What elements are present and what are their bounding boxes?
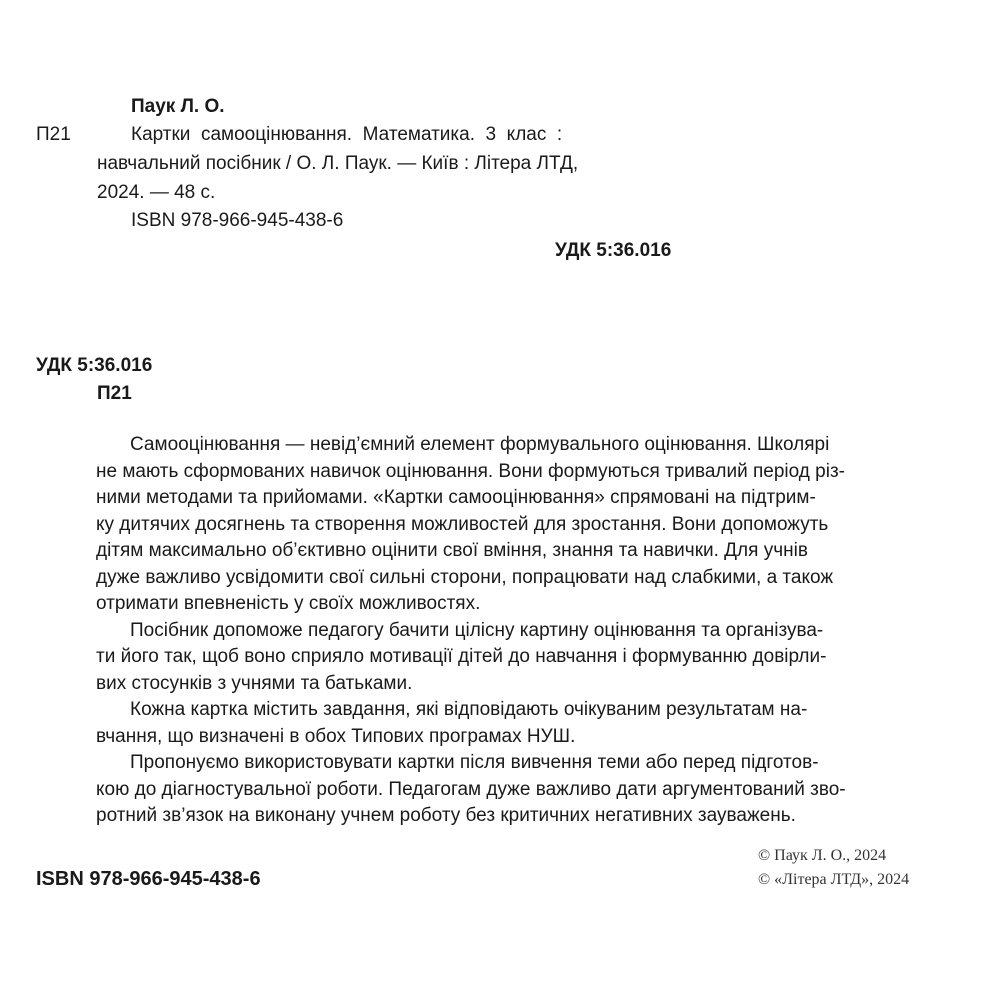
bib-description-line: навчальний посібник / О. Л. Паук. — Київ : Літера ЛТД, [97,153,579,174]
abstract-line: ти його так, щоб воно сприяло мотивації дітей до навчання і формуванню довірли- [96,646,827,667]
abstract-line: дітям максимально об’єктивно оцінити свої вміння, знання та навички. Для учнів [96,540,808,561]
bib-description-line: Картки самооцінювання. Математика. 3 клас : [131,124,563,145]
abstract-line: кою до діагностувальної роботи. Педагогам дуже важливо дати аргументований зво- [96,778,846,800]
abstract-line: вих стосунків з учнями та батьками. [96,672,413,694]
abstract-line: ними методами та прийомами. «Картки самооцінювання» спрямовані на підтрим- [96,487,816,508]
abstract-line: не мають сформованих навичок оцінювання. Вони формуються тривалий період різ- [96,460,845,482]
abstract-line: отримати впевненість у своїх можливостях. [96,593,481,614]
abstract-line: вчання, що визначені в обох Типових програмах НУШ. [96,725,576,747]
bib-udk: УДК 5:36.016 [555,240,672,261]
abstract-line: Самооцінювання — невід’ємний елемент формувального оцінювання. Школярі [130,434,830,455]
abstract-text [96,432,976,830]
udk-code: УДК 5:36.016 [36,355,153,376]
isbn: ISBN 978-966-945-438-6 [36,868,261,890]
abstract-line: дуже важливо усвідомити свої сильні сторони, попрацювати над слабкими, а також [96,566,834,588]
abstract-line: ку дитячих досягнень та створення можливостей для зростання. Вони допоможуть [96,513,829,535]
abstract-line: Посібник допоможе педагогу бачити цілісну картину оцінювання та організува- [130,619,824,641]
author-name: Паук Л. О. [131,96,225,117]
abstract-line: ротний зв’язок на виконану учнем роботу без критичних негативних зауважень. [96,805,796,826]
copyright-author: © Паук Л. О., 2024 [758,847,887,864]
bib-description-line: 2024. — 48 с. [97,182,216,203]
author-sign-code: П21 [36,124,71,145]
abstract-line: Пропонуємо використовувати картки після вивчення теми або перед підготов- [130,752,819,773]
author-sign: П21 [97,383,132,404]
bib-isbn: ISBN 978-966-945-438-6 [131,210,344,231]
abstract-line: Кожна картка містить завдання, які відповідають очікуваним результатам на- [130,699,808,720]
copyright-publisher: © «Літера ЛТД», 2024 [758,871,910,888]
